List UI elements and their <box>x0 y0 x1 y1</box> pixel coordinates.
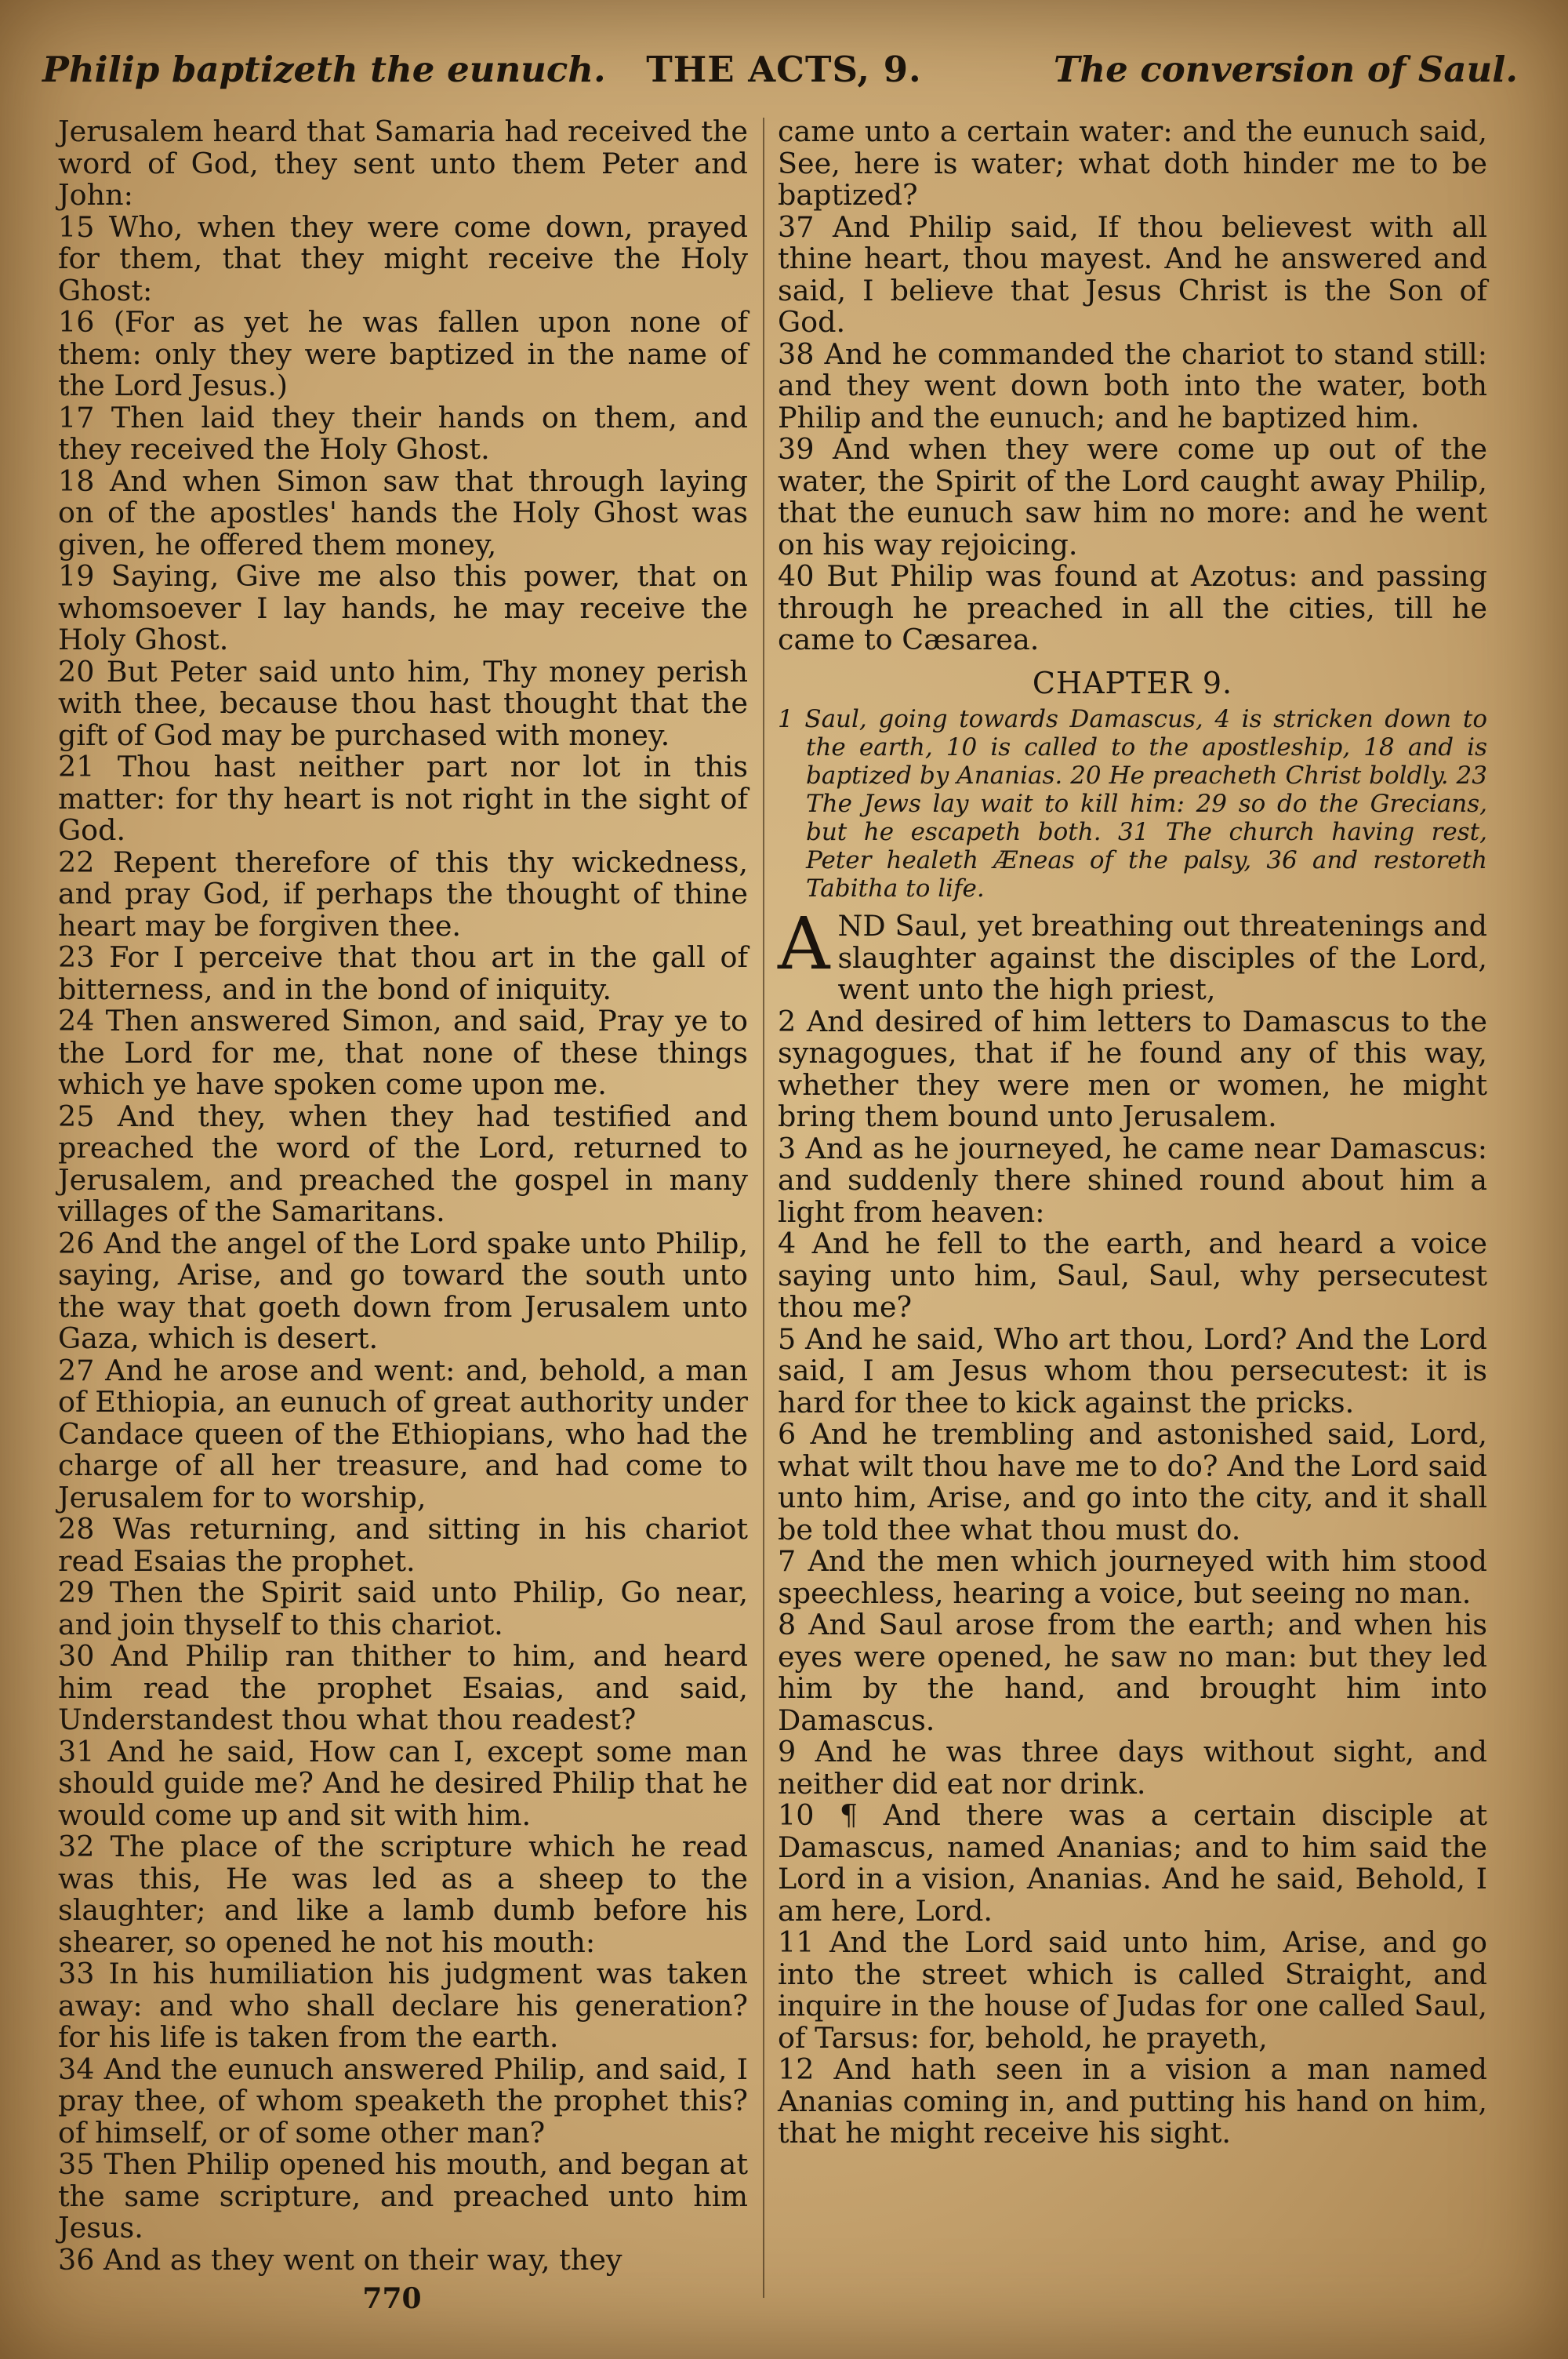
verse: 24 Then answered Simon, and said, Pray ye to the Lord for me, that none of these things which ye have spoken come upon me. <box>58 1004 748 1101</box>
verse: 15 Who, when they were come down, prayed for them, that they might receive the Holy Ghost: <box>58 209 748 307</box>
verse: 31 And he said, How can I, except some man should guide me? And he desired Philip that he would come up and sit with him. <box>58 1734 748 1832</box>
verse: 40 But Philip was found at Azotus: and passing through he preached in all the cities, till he came to Cæsarea. <box>778 559 1487 656</box>
verse: 18 And when Simon saw that through laying on of the apostles' hands the Holy Ghost was given, he offered them money, <box>58 463 748 562</box>
verse: 7 And the men which journeyed with him stood speechless, hearing a voice, but seeing no man. <box>778 1544 1487 1610</box>
verse: 22 Repent therefore of this thy wickedness, and pray God, if perhaps the thought of thine heart may be forgiven thee. <box>58 845 748 943</box>
verse: 3 And as he journeyed, he came near Damascus: and suddenly there shined round about him a light from heaven: <box>778 1131 1487 1229</box>
verse: Jerusalem heard that Samaria had received the word of God, they sent unto them Peter and John: <box>58 114 748 212</box>
running-head-center: THE ACTS, 9. <box>646 49 922 90</box>
verse: 34 And the eunuch answered Philip, and said, I pray thee, of whom speaketh the prophet this? of himself, or of some other man? <box>58 2052 748 2150</box>
right-column-top-verses <box>778 116 1487 656</box>
right-column <box>778 116 1487 2150</box>
verse: 39 And when they were come up out of the water, the Spirit of the Lord caught away Philip, that the eunuch saw him no more: and he went on his way rejoicing. <box>778 432 1487 562</box>
verse: 37 And Philip said, If thou believest with all thine heart, thou mayest. And he answered and said, I believe that Jesus Christ is the Son of God. <box>778 209 1487 339</box>
verse: 11 And the Lord said unto him, Arise, and go into the street which is called Straight, and inquire in the house of Judas for one called Saul, of Tarsus: for, behold, he prayeth, <box>778 1925 1487 2055</box>
verse: 19 Saying, Give me also this power, that on whomsoever I lay hands, he may receive the Holy Ghost. <box>58 559 748 656</box>
verse: 32 The place of the scripture which he read was this, He was led as a sheep to the slaughter; and like a lamb dumb before his shearer, so opened he not his mouth: <box>58 1830 748 1959</box>
verse: 16 (For as yet he was fallen upon none of them: only they were baptized in the name of the Lord Jesus.) <box>58 305 748 402</box>
left-column <box>58 116 748 2276</box>
chapter-first-verse <box>778 902 1487 1006</box>
page-number: 770 <box>362 2282 422 2315</box>
verse: 38 And he commanded the chariot to stand still: and they went down both into the water, both Philip and the eunuch; and he baptized him. <box>778 336 1487 434</box>
verse: 17 Then laid they their hands on them, and they received the Holy Ghost. <box>58 400 748 466</box>
verse: 2 And desired of him letters to Damascus to the synagogues, that if he found any of this way, whether they were men or women, he might bring them bound unto Jerusalem. <box>778 1004 1487 1133</box>
chapter-heading: CHAPTER 9. <box>1032 665 1233 700</box>
verse: 27 And he arose and went: and, behold, a man of Ethiopia, an eunuch of great authority under Candace queen of the Ethiopians, who had the charge of all her treasure, and had come to Jerusalem for to worship, <box>58 1353 748 1514</box>
verse: 8 And Saul arose from the earth; and when his eyes were opened, he saw no man: but they led him by the hand, and brought him into Damascus. <box>778 1608 1487 1737</box>
verse: 23 For I perceive that thou art in the gall of bitterness, and in the bond of iniquity. <box>58 940 748 1006</box>
first-verse-text: ND Saul, yet breathing out threatenings and slaughter against the disciples of the Lord, went unto the high priest, <box>837 909 1487 1006</box>
verse: 35 Then Philip opened his mouth, and began at the same scripture, and preached unto him Jesus. <box>58 2147 748 2245</box>
running-head-right: The conversion of Saul. <box>1053 49 1518 90</box>
right-column-bottom-verses <box>778 1006 1487 2150</box>
verse: 30 And Philip ran thither to him, and heard him read the prophet Esaias, and said, Understandest thou what thou readest? <box>58 1639 748 1736</box>
column-divider <box>763 118 764 2298</box>
running-head-left: Philip baptizeth the eunuch. <box>42 49 606 90</box>
verse: 4 And he fell to the earth, and heard a voice saying unto him, Saul, Saul, why persecutest thou me? <box>778 1227 1487 1324</box>
verse: 20 But Peter said unto him, Thy money perish with thee, because thou hast thought that the gift of God may be purchased with money. <box>58 654 748 752</box>
verse: 6 And he trembling and astonished said, Lord, what wilt thou have me to do? And the Lord said unto him, Arise, and go into the city, and it shall be told thee what thou must do. <box>778 1417 1487 1547</box>
verse: 33 In his humiliation his judgment was taken away: and who shall declare his generation? for his life is taken from the earth. <box>58 1957 748 2054</box>
verse: 26 And the angel of the Lord spake unto Philip, saying, Arise, and go toward the south unto the way that goeth down from Jerusalem unto Gaza, which is desert. <box>58 1226 748 1355</box>
verse: 5 And he said, Who art thou, Lord? And the Lord said, I am Jesus whom thou persecutest: it is hard for thee to kick against the pricks. <box>778 1321 1487 1419</box>
verse: 25 And they, when they had testified and preached the word of the Lord, returned to Jerusalem, and preached the gospel in many villages of the Samaritans. <box>58 1099 748 1228</box>
verse: came unto a certain water: and the eunuch said, See, here is water; what doth hinder me to be baptized? <box>778 114 1487 212</box>
verse: 9 And he was three days without sight, and neither did eat nor drink. <box>778 1735 1487 1801</box>
verse: 29 Then the Spirit said unto Philip, Go near, and join thyself to this chariot. <box>58 1576 748 1641</box>
drop-cap: A <box>778 902 830 986</box>
verse: 28 Was returning, and sitting in his chariot read Esaias the prophet. <box>58 1512 748 1578</box>
verse: 36 And as they went on their way, they <box>58 2242 622 2277</box>
chapter-summary: 1 Saul, going towards Damascus, 4 is stricken down to the earth, 10 is called to the apostleship, 18 and is baptized by Ananias. 20 He preacheth Christ boldly. 23 The Jews lay wait to kill him: 29 so do the Grecians, but he escapeth both. 31 The church having rest, Peter healeth Æneas of the palsy, 36 and restoreth Tabitha to life. <box>778 705 1487 903</box>
verse: 21 Thou hast neither part nor lot in this matter: for thy heart is not right in the sight of God. <box>58 750 748 847</box>
verse: 12 And hath seen in a vision a man named Ananias coming in, and putting his hand on him, that he might receive his sight. <box>778 2052 1487 2150</box>
verse: 10 ¶ And there was a certain disciple at Damascus, named Ananias; and to him said the Lord in a vision, Ananias. And he said, Behold, I am here, Lord. <box>778 1798 1487 1928</box>
